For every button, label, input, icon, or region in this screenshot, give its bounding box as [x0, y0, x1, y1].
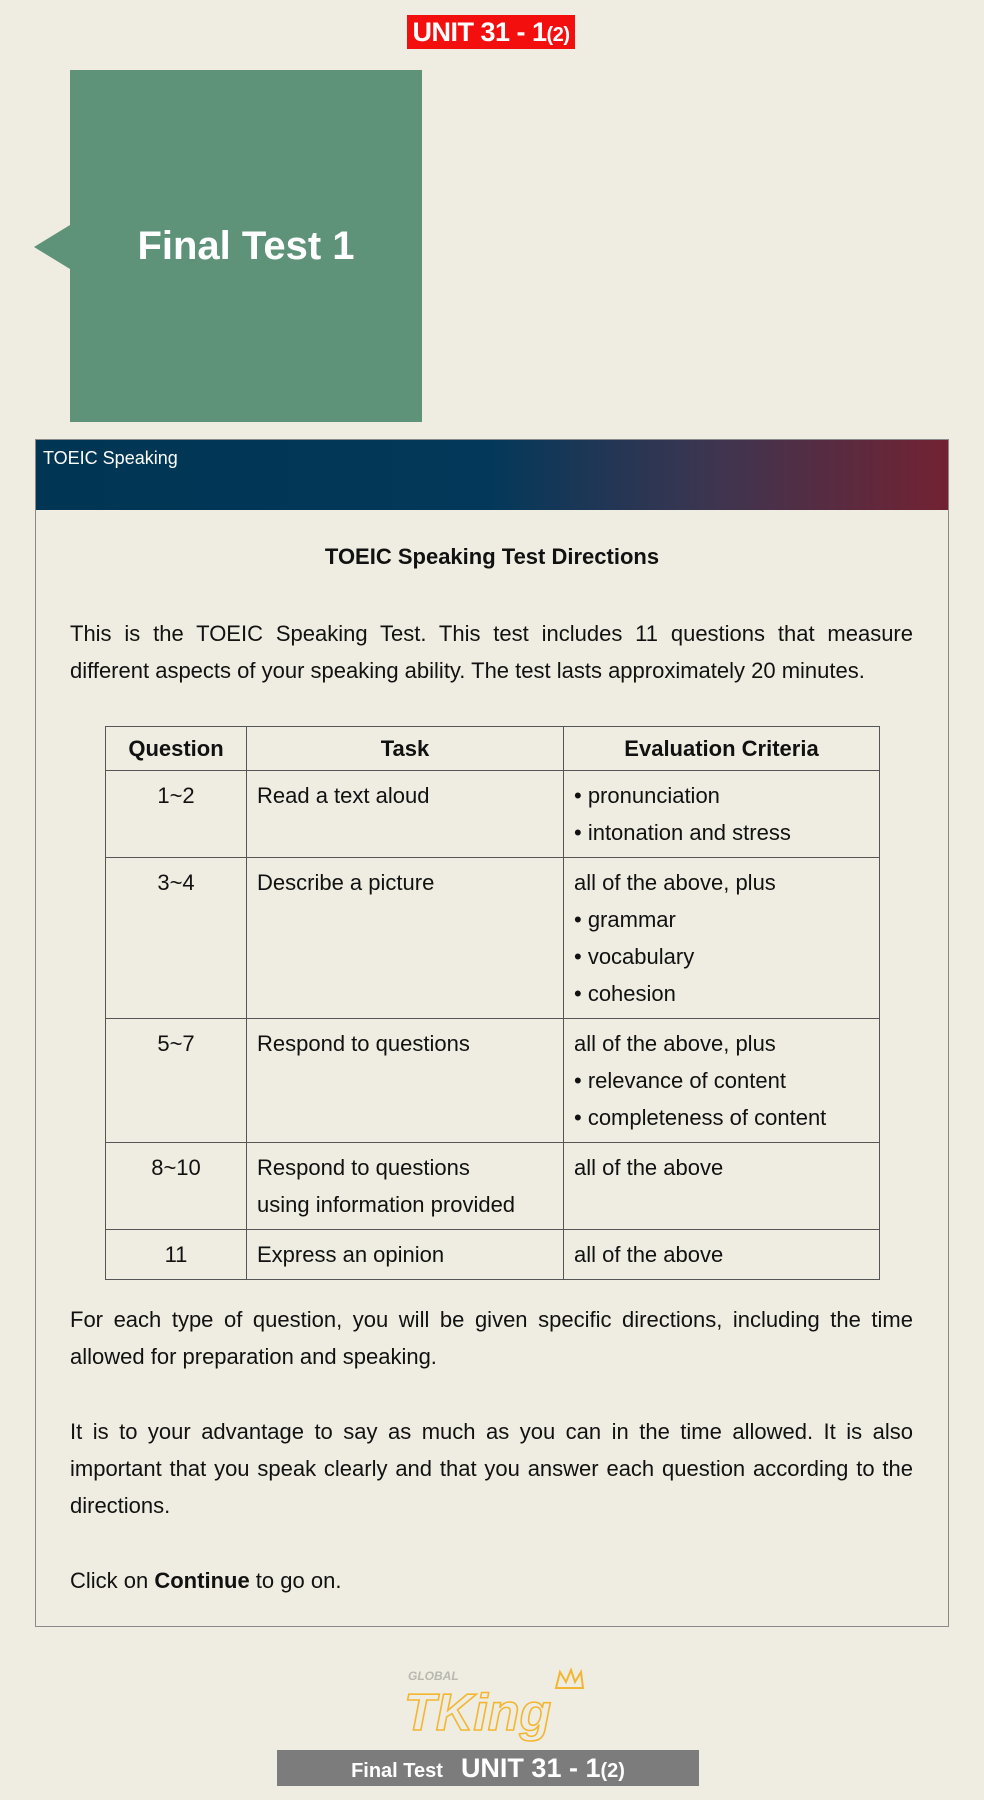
header-question: Question [106, 727, 247, 771]
criteria-line: all of the above [574, 1155, 724, 1180]
task-line: Read a text aloud [257, 783, 430, 808]
task-cell [247, 1230, 564, 1280]
question-cell: 11 [106, 1230, 247, 1280]
advantage-paragraph: It is to your advantage to say as much as you can in the time allowed. It is also important that you speak clearly and that you answer each question according to the directions. [70, 1419, 913, 1518]
continue-pre: Click on [70, 1568, 155, 1593]
directions-panel [35, 439, 949, 1627]
criteria-line: • intonation and stress [574, 820, 791, 845]
task-cell [247, 1143, 564, 1230]
criteria-cell [564, 771, 880, 858]
criteria-line: • cohesion [574, 981, 676, 1006]
tking-logo [400, 1662, 590, 1742]
criteria-cell [564, 858, 880, 1019]
header-task: Task [247, 727, 564, 771]
criteria-line: • grammar [574, 907, 676, 932]
title-callout [70, 70, 422, 422]
footer-bar [277, 1750, 699, 1786]
footer-label: Final Test [351, 1760, 443, 1782]
task-line: using information provided [257, 1192, 516, 1217]
page-title: Final Test 1 [137, 223, 355, 268]
footer-unit: UNIT 31 - 1 [460, 1753, 601, 1783]
logo-main-text: TKing [404, 1684, 552, 1742]
task-line: Respond to questions [257, 1031, 470, 1056]
task-line: Describe a picture [257, 870, 435, 895]
criteria-cell [564, 1019, 880, 1143]
table-row [106, 1019, 880, 1143]
question-cell: 5~7 [106, 1019, 247, 1143]
question-cell: 3~4 [106, 858, 247, 1019]
criteria-line: • relevance of content [574, 1068, 786, 1093]
footer-part: (2) [600, 1760, 625, 1782]
criteria-line: • vocabulary [574, 944, 695, 969]
continue-link[interactable]: Continue [154, 1568, 250, 1593]
directions-title: TOEIC Speaking Test Directions [324, 544, 660, 569]
criteria-line: • pronunciation [574, 783, 720, 808]
question-cell: 1~2 [106, 771, 247, 858]
question-cell: 8~10 [106, 1143, 247, 1230]
unit-badge-part: (2) [546, 24, 570, 46]
unit-badge [407, 15, 575, 49]
unit-badge-label: UNIT 31 - 1 [412, 17, 547, 47]
criteria-line: all of the above, plus [574, 1031, 776, 1056]
continue-instruction [70, 1562, 913, 1599]
task-cell [247, 771, 564, 858]
continue-post: to go on. [249, 1568, 342, 1593]
task-cell [247, 858, 564, 1019]
question-table [105, 726, 880, 1280]
directions-paragraph: For each type of question, you will be given specific directions, including the time allowed for preparation and speaking. [70, 1307, 913, 1369]
task-line: Express an opinion [257, 1242, 445, 1267]
panel-header-label: TOEIC Speaking [43, 448, 178, 468]
criteria-cell [564, 1143, 880, 1230]
table-header-row [106, 727, 880, 771]
intro-paragraph: This is the TOEIC Speaking Test. This test includes 11 questions that measure different aspects of your speaking ability. The test lasts approximately 20 minutes. [70, 621, 913, 683]
table-row [106, 771, 880, 858]
table-row [106, 1143, 880, 1230]
criteria-cell [564, 1230, 880, 1280]
task-line: Respond to questions [257, 1155, 470, 1180]
task-cell [247, 1019, 564, 1143]
criteria-line: all of the above [574, 1242, 724, 1267]
logo-small-text: GLOBAL [408, 1669, 459, 1683]
criteria-line: • completeness of content [574, 1105, 827, 1130]
header-criteria: Evaluation Criteria [564, 727, 880, 771]
panel-header [36, 440, 948, 510]
crown-icon [556, 1670, 583, 1688]
table-row [106, 858, 880, 1019]
criteria-line: all of the above, plus [574, 870, 776, 895]
table-row [106, 1230, 880, 1280]
